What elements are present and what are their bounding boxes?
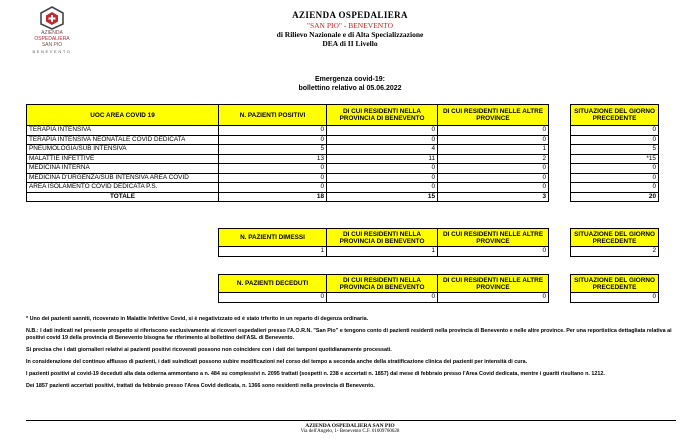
row-precedente-value: 5 [571, 145, 659, 155]
dimessi-header-altre: DI CUI RESIDENTI NELLE ALTRE PROVINCE [438, 229, 549, 247]
total-precedente: 20 [571, 192, 659, 202]
bulletin-line-1: Emergenza covid-19: [314, 76, 386, 83]
table-gap [549, 154, 571, 164]
table-gap [549, 173, 571, 183]
header-line-rilievo: di Rilievo Nazionale e di Alta Specializzazione [276, 30, 424, 39]
logo-line-azienda: AZIENDA [41, 30, 63, 36]
row-positivi-value: 0 [219, 135, 327, 145]
deceduti-benevento: 0 [327, 293, 438, 303]
logo-line-benevento: BENEVENTO [32, 49, 72, 54]
dimessi-header-benevento: DI CUI RESIDENTI NELLA PROVINCIA DI BENEVENTO [327, 229, 438, 247]
table-gap [549, 183, 571, 193]
table-gap [549, 135, 571, 145]
table-row [27, 164, 659, 174]
table-gap [549, 247, 571, 257]
row-benevento-value: 0 [327, 173, 438, 183]
row-altre-value: 2 [438, 154, 549, 164]
logo-line-sanpio: SAN PIO [41, 42, 63, 48]
deceduti-altre: 0 [438, 293, 549, 303]
note-paragraph: Dei 1857 pazienti accertati positivi, trattati da febbraio presso l'Area Covid dedicata, n. 1366 sono residenti nella provincia di Benevento. [26, 383, 375, 389]
main-covid-table [26, 104, 659, 202]
total-altre: 3 [438, 192, 549, 202]
row-positivi-value: 0 [219, 164, 327, 174]
deceduti-table [218, 274, 659, 303]
row-benevento-value: 0 [327, 135, 438, 145]
dimessi-altre: 0 [438, 247, 549, 257]
notes-section [26, 316, 676, 395]
note-paragraph: I pazienti positivi al covid-19 deceduti alla data odierna ammontano a n. 484 su complessivi n. 2095 trattati (sospetti n. 238 e accertati n. 1857) dal mese di febbraio presso l'Area Covid dedicata, mentre i guariti risultano n. 1212. [26, 371, 605, 377]
row-area-label: TERAPIA INTENSIVA NEONATALE COVID DEDICATA [27, 135, 219, 145]
deceduti-count: 0 [219, 293, 327, 303]
row-precedente-value: 0 [571, 173, 659, 183]
table-gap [549, 145, 571, 155]
header-benevento: DI CUI RESIDENTI NELLA PROVINCIA DI BENEVENTO [327, 105, 438, 126]
table-gap [549, 229, 571, 247]
row-area-label: PNEUMOLOGIA/SUB INTENSIVA [27, 145, 219, 155]
row-area-label: MEDICINA INTERNA [27, 164, 219, 174]
hospital-logo [28, 6, 76, 55]
row-area-label: AREA ISOLAMENTO COVID DEDICATA P.S. [27, 183, 219, 193]
total-label: TOTALE [27, 192, 219, 202]
row-benevento-value: 11 [327, 154, 438, 164]
row-benevento-value: 0 [327, 183, 438, 193]
note-paragraph: Si precisa che i dati giornalieri relativi ai pazienti positivi ricoverati possono non coincidere con i dati dei tamponi quotidianamente processati. [26, 347, 392, 353]
note-paragraph: In considerazione del continuo afflusso di pazienti, i dati suindicati possono subire modificazioni nel corso del tempo a seconda anche della stratificazione clinica dei pazienti per intensità di cura. [26, 359, 528, 365]
total-benevento: 15 [327, 192, 438, 202]
note-paragraph: N.B.: I dati indicati nel presente prospetto si riferiscono esclusivamente ai ricoveri ospedalieri presso l'A.O.R.N. "San Pio" e tengono conto di pazienti residenti nella provincia di Benevento e nelle altre province. Per una reportistica dettagliata relativa ai positivi covid 19 della provincia di Benevento bisogna far riferimento al bollettino dell'ASL di Benevento. [26, 328, 672, 341]
document-footer [200, 423, 500, 435]
footer-divider [26, 420, 676, 421]
row-area-label: TERAPIA INTENSIVA [27, 126, 219, 136]
dimessi-header-label: N. PAZIENTI DIMESSI [219, 229, 327, 247]
row-positivi-value: 13 [219, 154, 327, 164]
table-row [27, 154, 659, 164]
dimessi-benevento: 1 [327, 247, 438, 257]
table-row [27, 126, 659, 136]
hexagon-logo-icon [39, 6, 65, 30]
footer-address: Via dell'Angelo, 1- Benevento C.F. 01009760628 [300, 429, 400, 434]
note-paragraph: * Uno dei pazienti sanniti, ricoverato in Malattie Infettive Covid, si è negativizzato ed è stato trferito in un reparto di degenza ordinaria. [26, 316, 369, 322]
main-table-rows [27, 126, 659, 193]
table-gap [549, 293, 571, 303]
table-gap [549, 164, 571, 174]
row-area-label: MALATTIE INFETTIVE [27, 154, 219, 164]
row-benevento-value: 4 [327, 145, 438, 155]
logo-line-ospedaliera: OSPEDALIERA [34, 36, 70, 42]
row-precedente-value: 0 [571, 164, 659, 174]
row-altre-value: 0 [438, 173, 549, 183]
dimessi-table [218, 228, 659, 257]
table-row [27, 145, 659, 155]
row-benevento-value: 0 [327, 164, 438, 174]
deceduti-header-label: N. PAZIENTI DECEDUTI [219, 275, 327, 293]
dimessi-header-precedente: SITUAZIONE DEL GIORNO PRECEDENTE [571, 229, 659, 247]
dimessi-precedente: 2 [571, 247, 659, 257]
header-title: AZIENDA OSPEDALIERA [292, 10, 408, 20]
deceduti-precedente: 0 [571, 293, 659, 303]
deceduti-header-altre: DI CUI RESIDENTI NELLE ALTRE PROVINCE [438, 275, 549, 293]
row-precedente-value: 0 [571, 135, 659, 145]
bulletin-line-2: bollettino relativo al 05.06.2022 [298, 84, 402, 92]
bulletin-heading [250, 76, 450, 93]
row-precedente-value: *15 [571, 154, 659, 164]
row-positivi-value: 5 [219, 145, 327, 155]
header-area: UOC AREA COVID 19 [27, 105, 219, 126]
table-gap [549, 275, 571, 293]
row-positivi-value: 0 [219, 126, 327, 136]
header-line-dea: DEA di II Livello [322, 39, 378, 48]
row-precedente-value: 0 [571, 183, 659, 193]
row-positivi-value: 0 [219, 173, 327, 183]
row-altre-value: 0 [438, 183, 549, 193]
header-subtitle: "SAN PIO" - BENEVENTO [306, 21, 394, 30]
row-altre-value: 1 [438, 145, 549, 155]
row-altre-value: 0 [438, 164, 549, 174]
header-positivi: N. PAZIENTI POSITIVI [219, 105, 327, 126]
row-precedente-value: 0 [571, 126, 659, 136]
row-altre-value: 0 [438, 126, 549, 136]
footer-name: AZIENDA OSPEDALIERA SAN PIO [305, 423, 395, 429]
header-precedente: SITUAZIONE DEL GIORNO PRECEDENTE [571, 105, 659, 126]
row-altre-value: 0 [438, 135, 549, 145]
row-benevento-value: 0 [327, 126, 438, 136]
row-area-label: MEDICINA D'URGENZA/SUB INTENSIVA AREA COVID [27, 173, 219, 183]
table-row [27, 183, 659, 193]
table-row [27, 135, 659, 145]
row-positivi-value: 0 [219, 183, 327, 193]
total-positivi: 18 [219, 192, 327, 202]
deceduti-header-benevento: DI CUI RESIDENTI NELLA PROVINCIA DI BENEVENTO [327, 275, 438, 293]
table-gap [549, 126, 571, 136]
deceduti-header-precedente: SITUAZIONE DEL GIORNO PRECEDENTE [571, 275, 659, 293]
table-gap [549, 105, 571, 126]
header-altre: DI CUI RESIDENTI NELLE ALTRE PROVINCE [438, 105, 549, 126]
table-gap [549, 192, 571, 202]
dimessi-count: 1 [219, 247, 327, 257]
table-row [27, 173, 659, 183]
document-header [180, 10, 520, 48]
